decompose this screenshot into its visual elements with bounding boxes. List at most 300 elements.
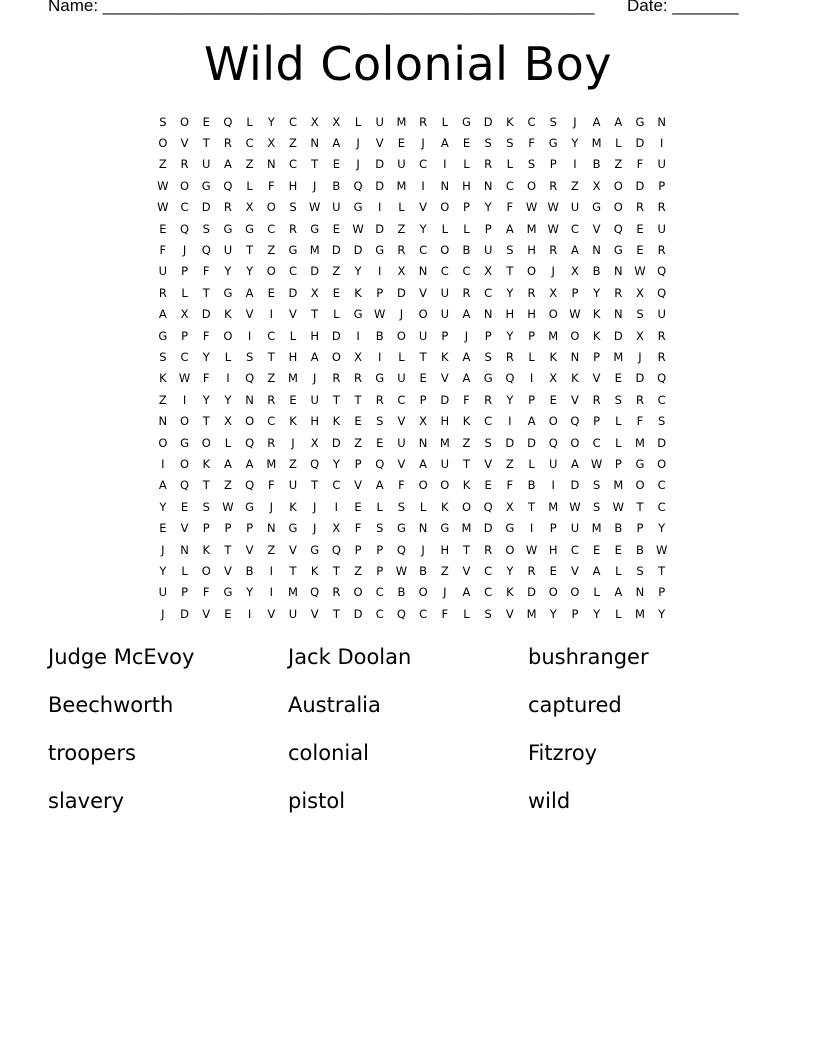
grid-cell: C (375, 585, 384, 600)
grid-cell: P (181, 585, 188, 600)
grid-cell: J (312, 499, 317, 514)
grid-cell: G (245, 221, 255, 236)
grid-cell: Q (613, 221, 623, 236)
grid-cell: N (266, 157, 276, 172)
grid-cell: T (224, 542, 232, 557)
grid-cell: X (570, 264, 579, 279)
grid-cell: T (202, 285, 210, 300)
grid-cell: P (181, 264, 188, 279)
grid-cell: Y (246, 585, 254, 600)
word-bank-item: bushranger (528, 645, 649, 669)
grid-cell: P (658, 178, 666, 193)
grid-cell: L (246, 114, 253, 129)
grid-cell: J (638, 349, 642, 364)
grid-cell: O (201, 435, 211, 450)
grid-cell: F (636, 414, 644, 429)
grid-cell: X (354, 349, 362, 364)
grid-cell: K (571, 371, 579, 386)
grid-cell: O (396, 328, 406, 343)
grid-cell: I (378, 349, 382, 364)
grid-cell: K (506, 585, 514, 600)
grid-cell: C (375, 606, 384, 621)
grid-cell: S (159, 114, 167, 129)
grid-cell: Z (158, 392, 167, 407)
grid-cell: Z (267, 243, 276, 258)
grid-cell: B (397, 585, 406, 600)
grid-cell: X (310, 114, 319, 129)
grid-cell: U (440, 285, 449, 300)
grid-cell: Y (267, 114, 275, 129)
grid-cell: I (269, 307, 273, 322)
grid-cell: S (484, 606, 492, 621)
grid-cell: O (180, 178, 190, 193)
grid-cell: L (354, 114, 362, 129)
grid-cell: C (440, 264, 449, 279)
grid-cell: H (310, 414, 319, 429)
grid-cell: K (462, 478, 471, 493)
grid-cell: S (549, 114, 557, 129)
grid-cell: K (289, 414, 297, 429)
grid-cell: M (548, 328, 559, 343)
grid-cell: D (201, 200, 211, 215)
grid-cell: A (158, 307, 167, 322)
grid-row (152, 539, 672, 560)
grid-cell: T (311, 307, 319, 322)
grid-cell: V (310, 606, 319, 621)
grid-cell: M (288, 585, 298, 600)
grid-row (152, 325, 672, 346)
grid-cell: R (657, 349, 666, 364)
grid-cell: S (245, 349, 254, 364)
grid-cell: C (484, 285, 493, 300)
grid-cell: P (376, 542, 384, 557)
grid-cell: S (658, 414, 666, 429)
grid-cell: S (202, 499, 210, 514)
grid-cell: I (508, 414, 512, 429)
grid-cell: B (462, 243, 471, 258)
grid-cell: I (161, 456, 165, 471)
grid-cell: D (570, 478, 580, 493)
grid-cell: G (462, 114, 471, 129)
grid-cell: L (224, 435, 232, 450)
grid-cell: U (440, 307, 449, 322)
grid-cell: G (201, 178, 211, 193)
grid-cell: J (356, 157, 360, 172)
grid-cell: Q (353, 178, 363, 193)
grid-cell: D (375, 178, 385, 193)
grid-cell: T (354, 392, 362, 407)
grid-cell: K (592, 328, 601, 343)
grid-cell: D (288, 285, 298, 300)
grid-cell: G (396, 521, 406, 536)
grid-cell: O (635, 478, 645, 493)
grid-cell: F (202, 328, 210, 343)
grid-cell: G (180, 435, 189, 450)
grid-row (152, 582, 672, 603)
grid-cell: R (332, 371, 341, 386)
grid-cell: P (528, 328, 535, 343)
grid-cell: N (570, 349, 580, 364)
grid-cell: D (613, 328, 623, 343)
grid-cell: C (527, 114, 536, 129)
grid-cell: I (356, 328, 360, 343)
grid-cell: O (331, 349, 341, 364)
grid-cell: Q (396, 542, 406, 557)
grid-cell: P (484, 328, 492, 343)
grid-cell: Q (396, 606, 406, 621)
grid-cell: N (635, 585, 645, 600)
grid-cell: S (202, 221, 210, 236)
grid-cell: C (397, 392, 406, 407)
grid-cell: Z (332, 264, 341, 279)
grid-cell: F (506, 478, 514, 493)
grid-cell: U (570, 521, 580, 536)
grid-cell: J (182, 243, 187, 258)
grid-cell: I (551, 478, 555, 493)
grid-cell: Z (440, 563, 449, 578)
grid-cell: M (635, 606, 645, 621)
grid-cell: N (613, 307, 623, 322)
grid-cell: C (657, 392, 666, 407)
grid-cell: D (527, 435, 536, 450)
grid-cell: D (657, 435, 667, 450)
grid-cell: C (267, 221, 276, 236)
grid-cell: O (505, 542, 515, 557)
grid-cell: U (288, 606, 298, 621)
grid-cell: F (202, 585, 210, 600)
grid-cell: J (161, 542, 165, 557)
grid-cell: L (528, 349, 535, 364)
grid-cell: U (657, 157, 666, 172)
grid-cell: C (570, 221, 579, 236)
grid-cell: T (267, 349, 275, 364)
grid-cell: R (223, 200, 232, 215)
grid-cell: A (570, 456, 579, 471)
grid-cell: C (288, 114, 297, 129)
grid-cell: V (570, 563, 579, 578)
grid-cell: A (570, 243, 579, 258)
grid-cell: S (397, 499, 406, 514)
grid-cell: Q (570, 414, 580, 429)
grid-cell: M (591, 136, 602, 151)
grid-cell: Y (332, 456, 340, 471)
grid-cell: A (462, 371, 471, 386)
grid-cell: H (310, 328, 319, 343)
grid-cell: W (352, 221, 364, 236)
word-bank-item: colonial (288, 741, 369, 765)
grid-cell: L (224, 349, 232, 364)
grid-cell: Y (571, 136, 579, 151)
grid-cell: P (571, 285, 579, 300)
grid-cell: I (182, 392, 187, 407)
grid-cell: K (549, 349, 557, 364)
word-bank-item: Australia (288, 693, 381, 717)
grid-cell: F (506, 200, 514, 215)
grid-cell: O (418, 585, 428, 600)
grid-cell: L (441, 221, 448, 236)
grid-cell: E (419, 371, 427, 386)
grid-cell: U (375, 114, 384, 129)
grid-cell: Y (354, 264, 362, 279)
grid-cell: C (484, 414, 493, 429)
grid-cell: E (549, 563, 557, 578)
grid-cell: D (440, 392, 450, 407)
grid-cell: C (180, 349, 189, 364)
grid-cell: G (635, 114, 645, 129)
grid-cell: S (592, 499, 601, 514)
grid-cell: R (397, 243, 406, 258)
grid-cell: B (592, 157, 601, 172)
word-bank-item: pistol (288, 789, 346, 813)
grid-cell: K (202, 456, 210, 471)
grid-cell: N (592, 243, 601, 258)
grid-cell: Y (159, 563, 167, 578)
grid-cell: P (614, 456, 622, 471)
grid-cell: R (527, 563, 536, 578)
word-bank-item: Fitzroy (528, 741, 598, 765)
grid-cell: B (375, 328, 384, 343)
grid-cell: E (354, 499, 362, 514)
grid-cell: E (332, 285, 340, 300)
grid-cell: B (636, 542, 644, 557)
grid-cell: V (289, 542, 297, 557)
grid-cell: U (418, 328, 428, 343)
grid-cell: L (506, 157, 514, 172)
grid-cell: C (657, 499, 666, 514)
grid-cell: T (419, 349, 427, 364)
grid-cell: G (375, 371, 385, 386)
grid-cell: P (202, 521, 210, 536)
grid-cell: Q (657, 285, 667, 300)
grid-cell: V (202, 606, 211, 621)
grid-cell: P (549, 157, 557, 172)
grid-cell: S (159, 349, 167, 364)
grid-cell: D (353, 243, 363, 258)
grid-cell: D (505, 435, 515, 450)
grid-cell: T (311, 157, 319, 172)
grid-cell: K (159, 371, 167, 386)
grid-cell: B (419, 563, 428, 578)
grid-cell: R (375, 392, 384, 407)
grid-cell: W (525, 542, 538, 557)
grid-cell: J (443, 585, 447, 600)
grid-cell: U (288, 478, 298, 493)
grid-cell: V (484, 456, 493, 471)
grid-cell: J (421, 136, 425, 151)
grid-cell: E (289, 392, 297, 407)
grid-row (152, 111, 672, 132)
grid-cell: N (440, 178, 450, 193)
grid-cell: I (378, 200, 382, 215)
date-field[interactable]: Date: _______ (627, 0, 739, 15)
grid-cell: R (549, 178, 558, 193)
grid-cell: D (310, 264, 320, 279)
grid-cell: L (398, 200, 405, 215)
grid-cell: Q (505, 371, 515, 386)
grid-cell: P (593, 414, 601, 429)
grid-cell: V (289, 307, 297, 322)
grid-cell: T (528, 499, 536, 514)
grid-cell: S (484, 349, 492, 364)
grid-cell: P (354, 456, 362, 471)
grid-cell: G (375, 243, 385, 258)
grid-cell: Z (267, 542, 276, 557)
grid-cell: E (267, 285, 275, 300)
grid-cell: A (440, 136, 449, 151)
grid-cell: Y (202, 349, 210, 364)
grid-cell: V (375, 136, 384, 151)
grid-cell: Y (224, 392, 232, 407)
grid-cell: Y (658, 521, 666, 536)
grid-cell: C (419, 157, 428, 172)
grid-cell: M (526, 221, 537, 236)
grid-cell: I (659, 136, 664, 151)
grid-cell: F (528, 136, 535, 151)
grid-cell: J (551, 264, 555, 279)
grid-cell: X (332, 114, 341, 129)
grid-cell: Y (593, 606, 601, 621)
grid-cell: C (419, 243, 428, 258)
grid-cell: I (573, 157, 577, 172)
grid-cell: D (635, 136, 645, 151)
grid-cell: O (570, 328, 580, 343)
grid-cell: Q (657, 264, 667, 279)
grid-cell: L (398, 349, 405, 364)
grid-cell: I (269, 585, 273, 600)
grid-cell: T (636, 499, 644, 514)
grid-cell: L (419, 499, 427, 514)
grid-cell: X (180, 307, 189, 322)
grid-cell: O (527, 264, 537, 279)
grid-cell: L (333, 307, 340, 322)
grid-cell: W (612, 499, 624, 514)
grid-cell: V (419, 285, 428, 300)
grid-row (152, 560, 672, 581)
grid-cell: N (158, 414, 168, 429)
grid-cell: S (506, 243, 514, 258)
grid-cell: Q (310, 585, 320, 600)
grid-cell: R (484, 157, 493, 172)
grid-cell: A (614, 585, 623, 600)
grid-cell: A (614, 114, 623, 129)
grid-cell: O (440, 200, 450, 215)
grid-cell: I (443, 157, 447, 172)
grid-cell: K (202, 542, 210, 557)
grid-cell: G (288, 243, 298, 258)
grid-cell: X (223, 414, 232, 429)
grid-cell: U (397, 435, 406, 450)
grid-cell: T (246, 243, 254, 258)
grid-cell: G (310, 221, 320, 236)
grid-cell: D (201, 307, 211, 322)
grid-cell: E (397, 136, 406, 151)
grid-cell: O (180, 114, 190, 129)
grid-cell: R (635, 392, 644, 407)
grid-cell: O (418, 478, 428, 493)
grid-cell: R (614, 285, 623, 300)
grid-cell: X (592, 178, 601, 193)
grid-cell: G (440, 521, 450, 536)
grid-cell: K (506, 114, 514, 129)
grid-cell: U (397, 371, 406, 386)
grid-cell: D (331, 435, 341, 450)
grid-cell: Q (201, 243, 211, 258)
grid-cell: W (634, 264, 646, 279)
grid-cell: N (483, 178, 493, 193)
grid-cell: M (591, 521, 602, 536)
grid-cell: U (440, 456, 449, 471)
grid-row (152, 132, 672, 153)
grid-cell: D (375, 221, 385, 236)
grid-cell: Q (375, 456, 385, 471)
grid-cell: V (440, 371, 449, 386)
grid-cell: H (288, 349, 298, 364)
grid-cell: A (419, 456, 428, 471)
grid-cell: D (483, 521, 493, 536)
grid-cell: J (356, 136, 360, 151)
grid-cell: U (549, 456, 558, 471)
grid-cell: Z (289, 456, 297, 471)
grid-cell: P (549, 521, 557, 536)
grid-cell: P (658, 585, 666, 600)
grid-cell: O (570, 435, 580, 450)
grid-cell: M (288, 371, 298, 386)
grid-cell: U (158, 264, 168, 279)
grid-cell: S (376, 414, 384, 429)
grid-cell: D (396, 285, 406, 300)
grid-cell: R (332, 585, 341, 600)
grid-cell: U (202, 157, 211, 172)
grid-cell: R (657, 328, 666, 343)
grid-cell: E (332, 221, 340, 236)
grid-cell: F (202, 371, 210, 386)
grid-cell: P (181, 328, 188, 343)
grid-cell: J (312, 178, 317, 193)
grid-cell: A (245, 285, 254, 300)
grid-row (152, 239, 672, 260)
grid-cell: S (484, 435, 492, 450)
grid-cell: X (636, 328, 644, 343)
grid-cell: O (440, 478, 450, 493)
grid-row (152, 197, 672, 218)
grid-cell: Y (159, 499, 167, 514)
grid-cell: J (421, 542, 425, 557)
name-field[interactable]: Name: ____________________________________________________ (48, 0, 595, 15)
grid-cell: Z (505, 456, 514, 471)
grid-cell: K (310, 563, 319, 578)
grid-row (152, 261, 672, 282)
grid-cell: C (657, 478, 666, 493)
grid-cell: X (245, 200, 254, 215)
grid-cell: L (615, 606, 622, 621)
grid-row (152, 175, 672, 196)
grid-cell: R (267, 435, 276, 450)
grid-cell: V (180, 136, 189, 151)
grid-cell: T (332, 392, 340, 407)
grid-cell: N (657, 114, 666, 129)
grid-cell: A (527, 414, 536, 429)
grid-cell: K (289, 499, 297, 514)
grid-cell: X (310, 435, 319, 450)
grid-cell: U (223, 243, 233, 258)
grid-cell: B (245, 563, 254, 578)
grid-cell: F (636, 157, 644, 172)
grid-cell: J (573, 114, 577, 129)
grid-cell: Z (397, 221, 406, 236)
grid-cell: S (636, 307, 644, 322)
grid-cell: W (222, 499, 234, 514)
grid-cell: O (548, 585, 558, 600)
